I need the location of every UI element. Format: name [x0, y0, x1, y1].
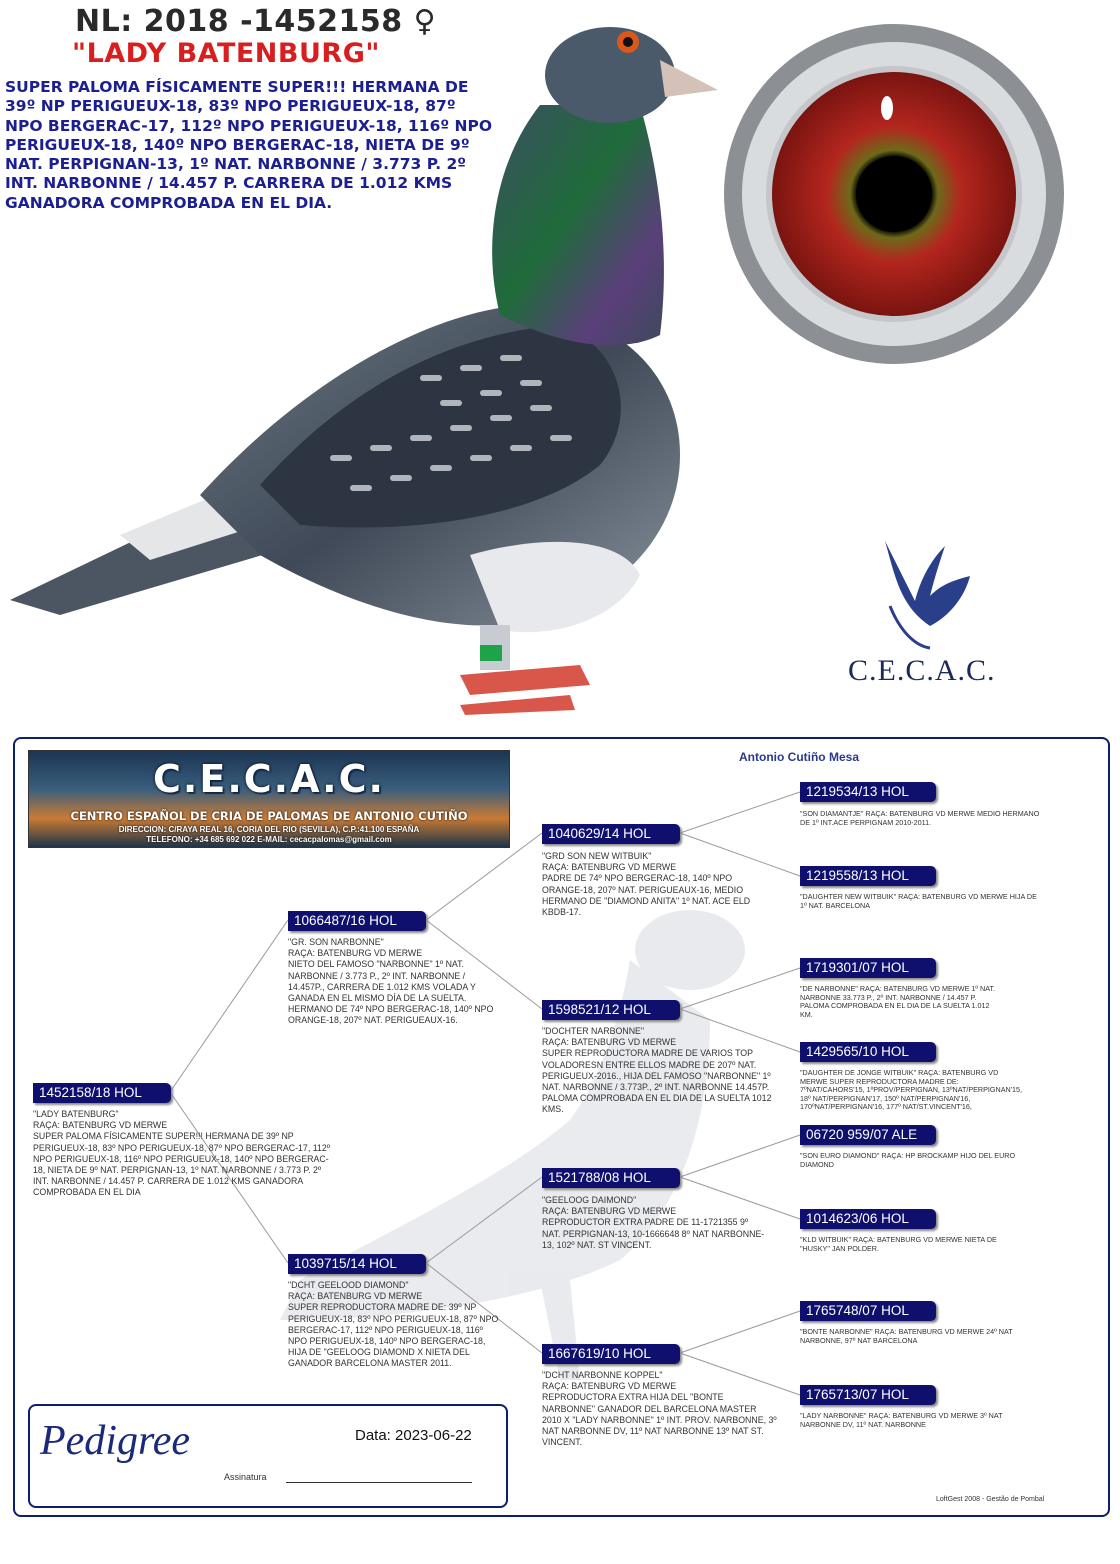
mother-ring[interactable]: 1039715/14 HOL [288, 1254, 426, 1274]
banner-address: DIRECCION: C/RAYA REAL 16, CORIA DEL RIO (SEVILLA), C.P.:41.100 ESPAÑA [118, 825, 420, 834]
ggp-mmm-breed: RAÇA: BATENBURG VD MERWE [868, 1411, 979, 1420]
ggp-mmm-info [800, 1412, 1020, 1429]
ggp-ffm-breed: RAÇA: BATENBURG VD MERWE [898, 892, 1008, 901]
maternal-grandfather-nickname: "GEELOOG DAIMOND" [542, 1195, 637, 1205]
subject-nickname: "LADY BATENBURG" [33, 1109, 119, 1119]
ggp-ffm-notes: HIJA DE 1º NAT. BARCELONA [800, 892, 1037, 910]
ggp-mfm-notes: NIETA DE "HUSKY" JAN POLDER. [800, 1235, 997, 1253]
ggp-mff-info [800, 1152, 1020, 1169]
ggp-fmm-breed: RAÇA: BATENBURG VD MERWE [800, 1068, 999, 1086]
ggp-mmm-nickname: "LADY NARBONNE" [800, 1411, 867, 1420]
ggp-fmm-nickname: "DAUGHTER DE JONGE WITBUIK" [800, 1068, 917, 1077]
ggp-mff-notes: HIJO DEL EURO DIAMOND [800, 1151, 1016, 1169]
pigeon-name: "LADY BATENBURG" [72, 38, 380, 69]
ggp-mff-nickname: "SON EURO DIAMOND" [800, 1151, 880, 1160]
signature-label: Assinatura [224, 1472, 267, 1482]
ggp-fmm-notes: SUPER REPRODUCTORA MADRE DE: 7ºNAT/CAHORS'15, 1ºPROV/PERPIGNAN, 13ºNAT/PERPIGNAN'15, 18º NAT/PERPIGNAN'17, 150º NAT/PERPIGNAN'16, 170ºNAT/PERPIGNAN'16, 177º NAT/ST.VINCENT'16, [800, 1076, 1023, 1111]
mother-breed: RAÇA: BATENBURG VD MERWE [288, 1291, 423, 1302]
banner-phone-email: TELEFONO: +34 685 692 022 E-MAIL: cecacpalomas@gmail.com [146, 835, 392, 844]
banner-title: C.E.C.A.C. [153, 757, 385, 801]
mother-nickname: "DCHT GEELOOD DIAMOND" [288, 1280, 409, 1290]
paternal-grandfather-nickname: "GRD SON NEW WITBUIK" [542, 851, 652, 861]
ggp-fff-nickname: "SON DIAMANTJE" [800, 809, 864, 818]
ggp-mfm-breed: RAÇA: BATENBURG VD MERWE [853, 1235, 963, 1244]
paternal-grandmother-info [542, 1026, 777, 1116]
footer-credit: LoftGest 2008 - Gestão de Pombal [936, 1496, 1045, 1503]
ggp-mmf-info [800, 1328, 1020, 1345]
paternal-grandmother-ring[interactable]: 1598521/12 HOL [542, 1000, 680, 1020]
maternal-grandfather-notes: REPRODUCTOR EXTRA PADRE DE 11-1721355 9º NAT. PERPIGNAN-13, 10-1666648 8º NAT NARBONNE-13, 102º NAT. ST VINCENT. [542, 1217, 765, 1250]
pigeon-description: SUPER PALOMA FÍSICAMENTE SUPER!!! HERMANA DE 39º NP PERIGUEUX-18, 83º NPO PERIGUEUX-18, 87º NPO BERGERAC-17, 112º NPO PERIGUEUX-18, 116º NPO PERIGUEUX-18, 140º NPO BERGERAC-18, NIETA DE 9º NAT. PERPIGNAN-13, 1º NAT. NARBONNE / 3.773 P. 2º INT. NARBONNE / 14.457 P. CARRERA DE 1.012 KMS GANADORA COMPROBADA EN EL DIA. [5, 78, 493, 212]
subject-info [33, 1109, 333, 1199]
ggp-mfm-nickname: "KLD WITBUIK" [800, 1235, 852, 1244]
father-breed: RAÇA: BATENBURG VD MERWE [288, 948, 423, 959]
maternal-grandmother-info [542, 1370, 777, 1448]
ring-title: NL: 2018 -1452158 ♀ [75, 4, 437, 39]
paternal-grandfather-ring[interactable]: 1040629/14 HOL [542, 824, 680, 844]
ggp-fmf-nickname: "DE NARBONNE" [800, 984, 858, 993]
ggp-mmf-ring[interactable]: 1765748/07 HOL [800, 1301, 936, 1321]
paternal-grandmother-breed: RAÇA: BATENBURG VD MERWE [542, 1037, 677, 1048]
maternal-grandfather-info [542, 1195, 767, 1251]
date-label: Data: 2023-06-22 [355, 1427, 472, 1444]
maternal-grandmother-nickname: "DCHT NARBONNE KOPPEL" [542, 1370, 663, 1380]
ggp-ffm-info [800, 893, 1040, 910]
subject-breed: RAÇA: BATENBURG VD MERWE [33, 1120, 168, 1131]
pedigree-label: Pedigree [40, 1418, 191, 1464]
ggp-fff-breed: RAÇA: BATENBURG VD MERWE [865, 809, 975, 818]
signature-line[interactable] [286, 1482, 472, 1483]
ggp-ffm-ring[interactable]: 1219558/13 HOL [800, 866, 936, 886]
maternal-grandfather-ring[interactable]: 1521788/08 HOL [542, 1168, 680, 1188]
father-info [288, 937, 498, 1027]
subject-ring[interactable]: 1452158/18 HOL [33, 1083, 171, 1103]
ggp-mff-ring[interactable]: 06720 959/07 ALE [800, 1125, 936, 1145]
ggp-fmf-ring[interactable]: 1719301/07 HOL [800, 958, 936, 978]
paternal-grandfather-breed: RAÇA: BATENBURG VD MERWE [542, 862, 677, 873]
mother-notes: SUPER REPRODUCTORA MADRE DE: 39º NP PERIGUEUX-18, 83º NPO PERIGUEUX-18, 87º NPO BERGERAC-17, 112º NPO PERIGUEUX-18, 116º NPO PERIGUEUX-18, 140º NPO BERGERAC-18, HIJA DE "GEELOOG DIAMOND X NIETA DEL GANADOR BARCELONA MASTER 2011. [288, 1302, 499, 1369]
maternal-grandmother-notes: REPRODUCTORA EXTRA HIJA DEL "BONTE NARBONNE" GANADOR DEL BARCELONA MASTER 2010 X "LADY NARBONNE" 1º INT. PROV. NARBONNE, 3º NAT NARBONNE DV, 11º NAT NARBONNE 13º NAT ST. VINCENT. [542, 1392, 777, 1448]
father-ring[interactable]: 1066487/16 HOL [288, 911, 426, 931]
ggp-mfm-ring[interactable]: 1014623/06 HOL [800, 1209, 936, 1229]
father-notes: NIETO DEL FAMOSO "NARBONNE" 1º NAT. NARBONNE / 3.773 P., 2º INT. NARBONNE / 14.457P., CARRERA DE 1.012 KMS VOLADA Y GANADA EN EL MISMO DÍA DE LA SUELTA. HERMANO DE 74º NPO BERGERAC-18, 140º NPO ORANGE-18, 207º NAT. PERIGUEAUX-16. [288, 959, 494, 1026]
mother-info [288, 1280, 503, 1370]
paternal-grandfather-notes: PADRE DE 74º NPO BERGERAC-18, 140º NPO ORANGE-18, 207º NAT. PERIGUEAUX-16, MEDIO HERMANO DE "DIAMOND ANITA" 1º NAT. ACE ELD KBDB-17. [542, 873, 751, 918]
ggp-fmm-ring[interactable]: 1429565/10 HOL [800, 1042, 936, 1062]
ggp-fff-ring[interactable]: 1219534/13 HOL [800, 782, 936, 802]
ggp-mmf-nickname: "BONTE NARBONNE" [800, 1327, 873, 1336]
ggp-mmf-breed: RAÇA: BATENBURG VD MERWE [874, 1327, 985, 1336]
maternal-grandmother-ring[interactable]: 1667619/10 HOL [542, 1344, 680, 1364]
maternal-grandfather-breed: RAÇA: BATENBURG VD MERWE [542, 1206, 677, 1217]
ggp-mmm-ring[interactable]: 1765713/07 HOL [800, 1385, 936, 1405]
ggp-mmf-notes: 24º NAT NARBONNE, 97º NAT BARCELONA [800, 1327, 1013, 1345]
paternal-grandfather-info [542, 851, 757, 918]
father-nickname: "GR. SON NARBONNE" [288, 937, 384, 947]
paternal-grandmother-notes: SUPER REPRODUCTORA MADRE DE VARIOS TOP VOLADORESN ENTRE ELLOS MADRE DE 207º NAT. PERIGUEUX-2016., HIJA DEL FAMOSO "NARBONNE" 1º NAT. NARBONNE / 3.773P., 2º INT. NARBONNE 14.457P. PALOMA COMPROBADA EN EL DIA DE LA SUELTA 1012 KMS. [542, 1048, 772, 1115]
ggp-fmf-breed: RAÇA: BATENBURG VD MERWE [859, 984, 970, 993]
owner-name: Antonio Cutiño Mesa [739, 750, 859, 764]
ggp-ffm-nickname: "DAUGHTER NEW WITBUIK" [800, 892, 897, 901]
banner-subtitle: CENTRO ESPAÑOL DE CRIA DE PALOMAS DE ANTONIO CUTIÑO [70, 809, 468, 823]
ggp-fmf-notes: 1º NAT. NARBONNE 33.773 P., 2º INT. NARBONNE / 14.457 P. PALOMA COMPROBADA EN EL DIA DE LA SUELTA 1.012 KM. [800, 984, 996, 1019]
paternal-grandmother-nickname: "DOCHTER NARBONNE" [542, 1026, 645, 1036]
ggp-mfm-info [800, 1236, 1020, 1253]
ggp-mmm-notes: 3º NAT NARBONNE DV, 11º NAT. NARBONNE [800, 1411, 1003, 1429]
maternal-grandmother-breed: RAÇA: BATENBURG VD MERWE [542, 1381, 677, 1392]
ggp-fmm-info [800, 1069, 1025, 1112]
cecac-logo-text: C.E.C.A.C. [848, 654, 996, 687]
ggp-fff-info [800, 810, 1040, 827]
ggp-fmf-info [800, 985, 1000, 1019]
ggp-mff-breed: RAÇA: HP BROCKAMP [881, 1151, 959, 1160]
ggp-fff-notes: MEDIO HERMANO DE 1º INT.ACE PERPIGNAM 2010-2011. [800, 809, 1040, 827]
subject-notes: SUPER PALOMA FÍSICAMENTE SUPER!!! HERMANA DE 39º NP PERIGUEUX-18, 83º NPO PERIGUEUX-18, 87º NPO BERGERAC-17, 112º NPO PERIGUEUX-18, 116º NPO PERIGUEUX-18, 140º NPO BERGERAC-18, NIETA DE 9º NAT. PERPIGNAN-13, 1º NAT. NARBONNE / 3.773 P. 2º INT. NARBONNE / 14.457 P. CARRERA DE 1.012 KMS GANADORA COMPROBADA EN EL DIA [33, 1131, 330, 1198]
